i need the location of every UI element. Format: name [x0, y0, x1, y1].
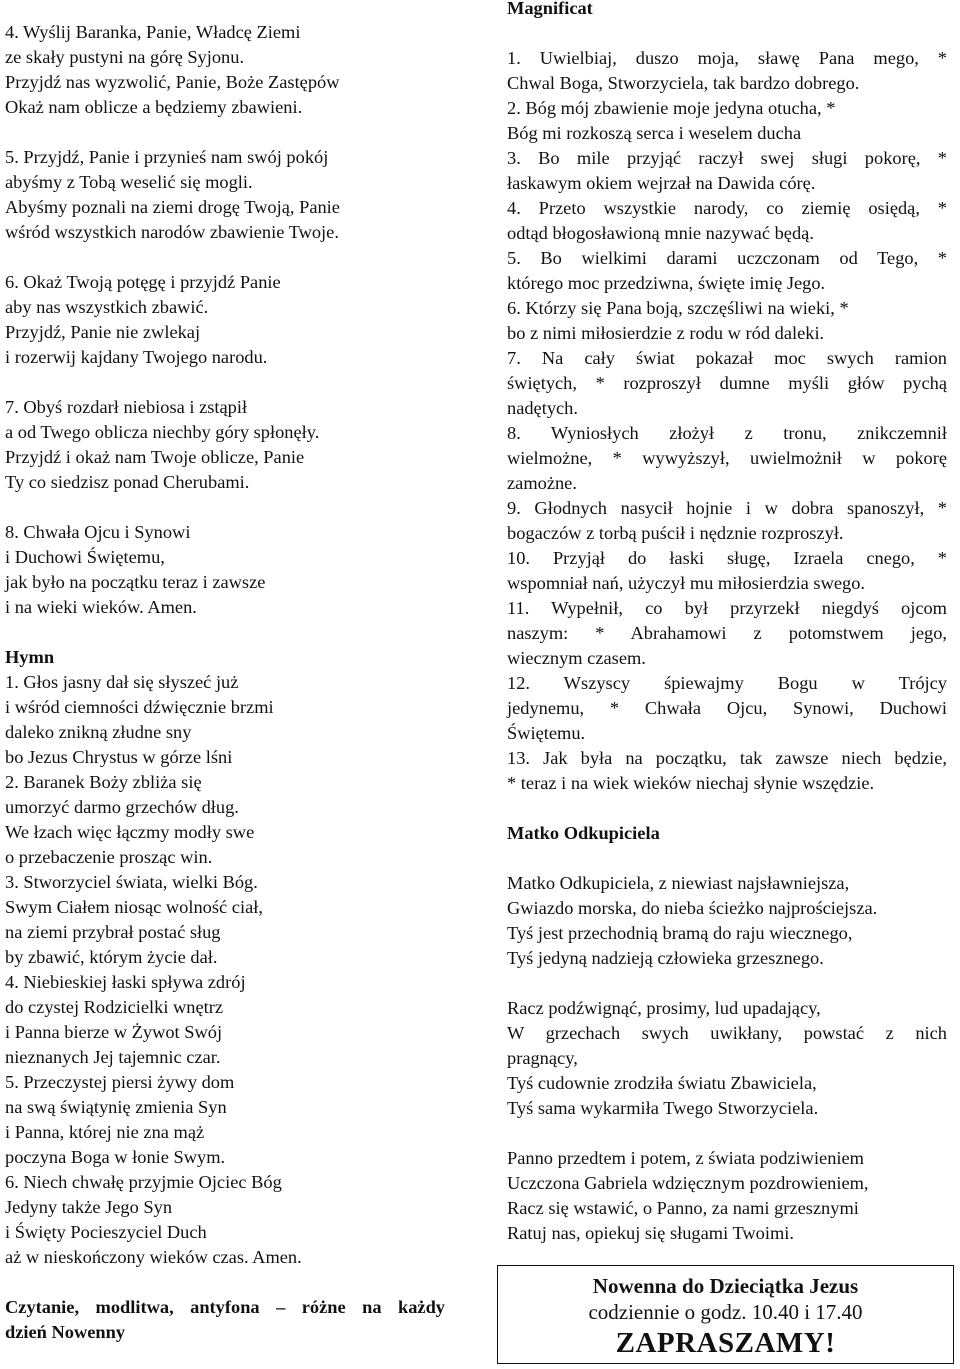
verse-line: odtąd błogosławioną mnie nazywać będą. — [507, 223, 814, 243]
verse-line: ze skały pustyni na górę Syjonu. — [5, 47, 245, 67]
stanza-6 — [5, 270, 445, 370]
verse-line: 6. Niech chwałę przyjmie Ojciec Bóg — [5, 1172, 282, 1192]
verse-line: Racz podźwignąć, prosimy, lud upadający, — [507, 998, 821, 1018]
verse-line: 7. Na cały świat pokazał moc swych ramion — [507, 348, 947, 368]
announcement-title: Nowenna do Dzieciątka Jezus — [592, 1274, 859, 1298]
left-column — [5, 0, 445, 1345]
verse-line: Matko Odkupiciela, z niewiast najsławniejsza, — [507, 873, 850, 893]
novena-reading-note: Czytanie, modlitwa, antyfona – różne na każdy — [5, 1297, 445, 1317]
verse-line: We łzach więc łączmy modły swe — [5, 822, 255, 842]
verse-line: Tyś jedyną nadzieją człowieka grzesznego. — [507, 948, 824, 968]
verse-line: by zbawić, którym życie dał. — [5, 947, 218, 967]
verse-line: Okaż nam oblicze a będziemy zbawieni. — [5, 97, 303, 117]
verse-line: Swym Ciałem niosąc wolność ciał, — [5, 897, 263, 917]
verse-line: którego moc przedziwna, święte imię Jego. — [507, 273, 826, 293]
verse-line: o przebaczenie prosząc win. — [5, 847, 213, 867]
verse-line: 4. Niebieskiej łaski spływa zdrój — [5, 972, 246, 992]
verse-line: i Panna, której nie zna mąż — [5, 1122, 205, 1142]
verse-line: 8. Wyniosłych złożył z tronu, znikczemnił — [507, 423, 947, 443]
verse-line: wspomniał nań, użyczył mu miłosierdzia swego. — [507, 573, 866, 593]
verse-line: 2. Baranek Boży zbliża się — [5, 772, 202, 792]
verse-line: Uczczona Gabriela wdzięcznym pozdrowieniem, — [507, 1173, 869, 1193]
verse-line: i Święty Pocieszyciel Duch — [5, 1222, 207, 1242]
verse-line: W grzechach swych uwikłany, powstać z nich — [507, 1023, 947, 1043]
hymn-text — [5, 670, 445, 1270]
verse-line: bo z nimi miłosierdzie z rodu w ród daleki. — [507, 323, 825, 343]
verse-line: jak było na początku teraz i zawsze — [5, 572, 266, 592]
verse-line: zamożne. — [507, 473, 577, 493]
verse-line: Świętemu. — [507, 723, 586, 743]
verse-line: Bóg mi rozkoszą serca i weselem ducha — [507, 123, 802, 143]
verse-line: Przyjdź nas wyzwolić, Panie, Boże Zastępów — [5, 72, 340, 92]
magnificat-heading: Magnificat — [507, 0, 593, 18]
stanza-4 — [5, 20, 445, 120]
verse-line: Tyś sama wykarmiła Twego Stworzyciela. — [507, 1098, 819, 1118]
verse-line: Ty co siedzisz ponad Cherubami. — [5, 472, 250, 492]
verse-line: Tyś cudownie zrodziła światu Zbawiciela, — [507, 1073, 817, 1093]
hymn-heading: Hymn — [5, 647, 55, 667]
verse-line: 1. Głos jasny dał się słyszeć już — [5, 672, 239, 692]
announcement-invite: ZAPRASZAMY! — [615, 1327, 836, 1359]
verse-line: Przyjdź i okaż nam Twoje oblicze, Panie — [5, 447, 305, 467]
verse-line: Racz się wstawić, o Panno, za nami grzesznymi — [507, 1198, 859, 1218]
verse-line: 7. Obyś rozdarł niebiosa i zstąpił — [5, 397, 248, 417]
matko-paragraph-3 — [507, 1146, 947, 1246]
matko-paragraph-1 — [507, 871, 947, 971]
verse-line: naszym: * Abrahamowi z potomstwem jego, — [507, 623, 947, 643]
novena-reading-note-cont: dzień Nowenny — [5, 1322, 126, 1342]
verse-line: nieznanych Jej tajemnic czar. — [5, 1047, 221, 1067]
verse-line: 13. Jak była na początku, tak zawsze niech będzie, — [507, 748, 947, 768]
matko-heading: Matko Odkupiciela — [507, 823, 660, 843]
verse-line: bo Jezus Chrystus w górze lśni — [5, 747, 233, 767]
verse-line: wiecznym czasem. — [507, 648, 646, 668]
verse-line: pragnący, — [507, 1048, 578, 1068]
verse-line: 6. Okaż Twoją potęgę i przyjdź Panie — [5, 272, 281, 292]
verse-line: abyśmy z Tobą weselić się mogli. — [5, 172, 253, 192]
verse-line: Tyś jest przechodnią bramą do raju wiecznego, — [507, 923, 853, 943]
verse-line: na ziemi przybrał postać sług — [5, 922, 221, 942]
stanza-8 — [5, 520, 445, 620]
verse-line: na swą świątynię zmienia Syn — [5, 1097, 227, 1117]
magnificat-text — [507, 46, 947, 796]
verse-line: do czystej Rodzicielki wnętrz — [5, 997, 224, 1017]
verse-line: Chwal Boga, Stworzyciela, tak bardzo dobrego. — [507, 73, 860, 93]
verse-line: 2. Bóg mój zbawienie moje jedyna otucha, * — [507, 98, 836, 118]
verse-line: 4. Przeto wszystkie narody, co ziemię osiędą, * — [507, 198, 947, 218]
verse-line: 12. Wszyscy śpiewajmy Bogu w Trójcy — [507, 673, 947, 693]
announcement-times: codziennie o godz. 10.40 i 17.40 — [588, 1300, 863, 1324]
verse-line: 3. Bo mile przyjąć raczył swej sługi pokorę, * — [507, 148, 947, 168]
novena-announcement-box — [497, 1265, 954, 1364]
verse-line: wśród wszystkich narodów zbawienie Twoje. — [5, 222, 339, 242]
verse-line: a od Twego oblicza niechby góry spłonęły. — [5, 422, 320, 442]
verse-line: aż w nieskończony wieków czas. Amen. — [5, 1247, 302, 1267]
verse-line: jedynemu, * Chwała Ojcu, Synowi, Duchowi — [507, 698, 947, 718]
verse-line: i Panna bierze w Żywot Swój — [5, 1022, 223, 1042]
verse-line: daleko znikną złudne sny — [5, 722, 192, 742]
verse-line: 1. Uwielbiaj, duszo moja, sławę Pana mego, * — [507, 48, 947, 68]
verse-line: Panno przedtem i potem, z świata podziwieniem — [507, 1148, 864, 1168]
verse-line: wielmożne, * wywyższył, uwielmożnił w pokorę — [507, 448, 947, 468]
verse-line: 11. Wypełnił, co był przyrzekł niegdyś ojcom — [507, 598, 947, 618]
verse-line: Abyśmy poznali na ziemi drogę Twoją, Panie — [5, 197, 340, 217]
verse-line: bogaczów z torbą puścił i nędznie rozproszył. — [507, 523, 844, 543]
verse-line: * teraz i na wiek wieków niechaj słynie wszędzie. — [507, 773, 875, 793]
verse-line: Jedyny także Jego Syn — [5, 1197, 173, 1217]
verse-line: 9. Głodnych nasycił hojnie i w dobra spanoszył, * — [507, 498, 947, 518]
verse-line: Ratuj nas, opiekuj się sługami Twoimi. — [507, 1223, 794, 1243]
right-column — [507, 0, 947, 1246]
verse-line: świętych, * rozproszył dumne myśli głów pychą — [507, 373, 947, 393]
verse-line: umorzyć darmo grzechów dług. — [5, 797, 239, 817]
verse-line: łaskawym okiem wejrzał na Dawida córę. — [507, 173, 816, 193]
verse-line: 3. Stworzyciel świata, wielki Bóg. — [5, 872, 258, 892]
verse-line: 6. Którzy się Pana boją, szczęśliwi na wieki, * — [507, 298, 849, 318]
verse-line: i na wieki wieków. Amen. — [5, 597, 197, 617]
verse-line: nadętych. — [507, 398, 578, 418]
verse-line: poczyna Boga w łonie Swym. — [5, 1147, 226, 1167]
verse-line: aby nas wszystkich zbawić. — [5, 297, 209, 317]
verse-line: 5. Przeczystej piersi żywy dom — [5, 1072, 235, 1092]
verse-line: 5. Bo wielkimi darami uczczonam od Tego, * — [507, 248, 947, 268]
verse-line: i Duchowi Świętemu, — [5, 547, 165, 567]
verse-line: Przyjdź, Panie nie zwlekaj — [5, 322, 201, 342]
verse-line: i wśród ciemności dźwięcznie brzmi — [5, 697, 274, 717]
stanza-5 — [5, 145, 445, 245]
verse-line: Gwiazdo morska, do nieba ścieżko najprościejsza. — [507, 898, 878, 918]
verse-line: 8. Chwała Ojcu i Synowi — [5, 522, 191, 542]
matko-paragraph-2 — [507, 996, 947, 1121]
verse-line: 10. Przyjął do łaski sługę, Izraela cnego, * — [507, 548, 947, 568]
verse-line: i rozerwij kajdany Twojego narodu. — [5, 347, 268, 367]
verse-line: 5. Przyjdź, Panie i przynieś nam swój pokój — [5, 147, 329, 167]
verse-line: 4. Wyślij Baranka, Panie, Władcę Ziemi — [5, 22, 301, 42]
stanza-7 — [5, 395, 445, 495]
